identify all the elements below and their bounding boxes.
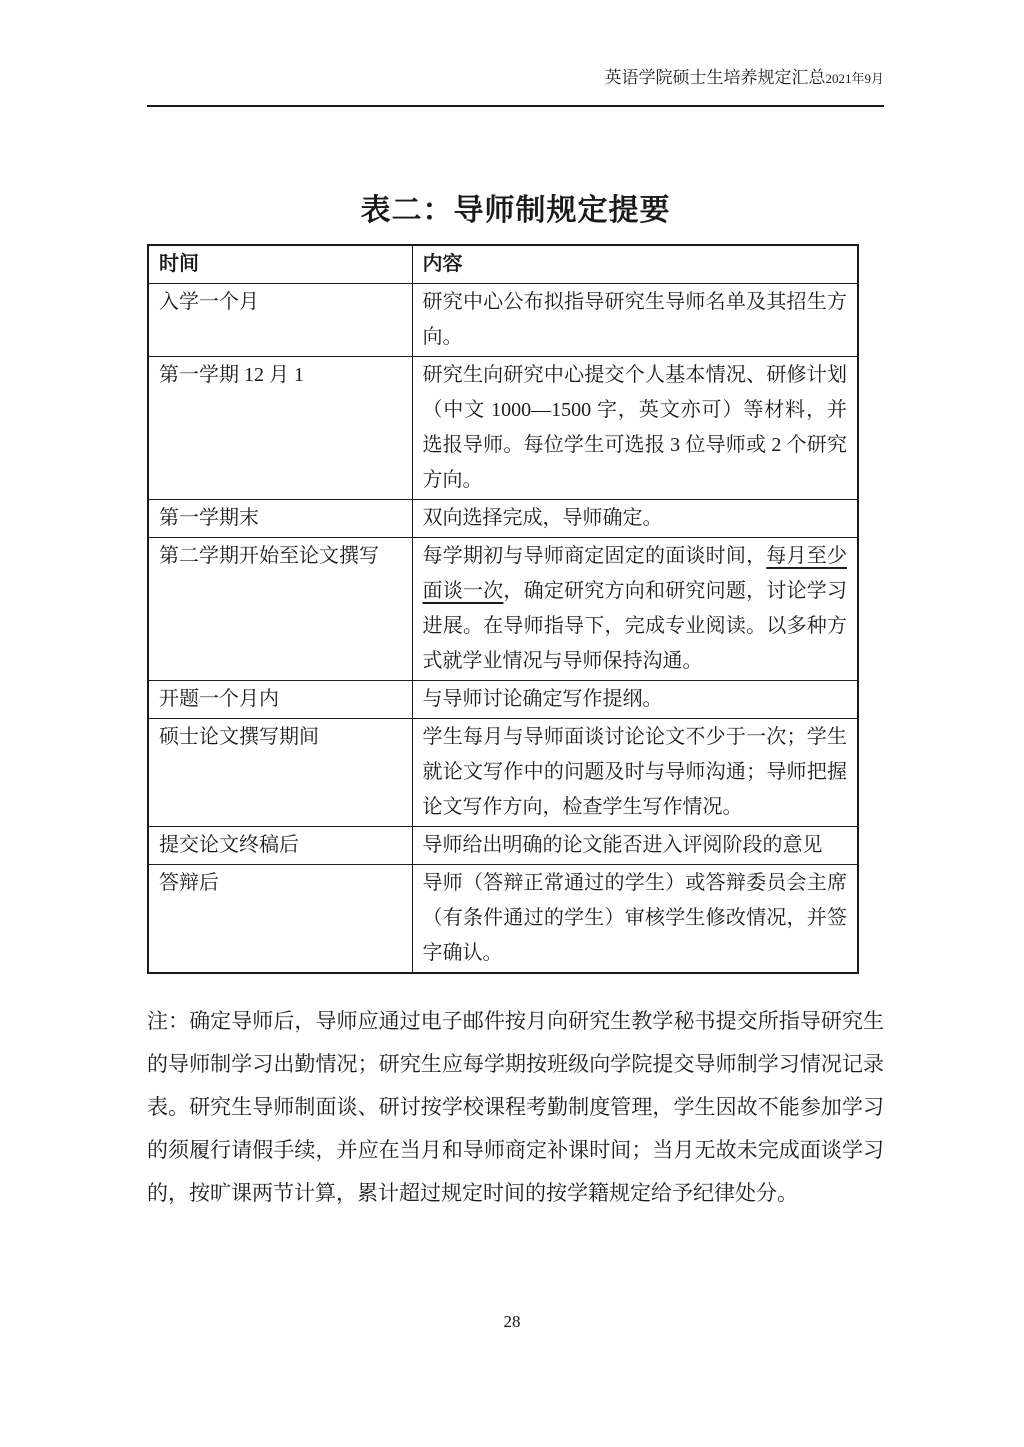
- content-cell: [412, 865, 858, 974]
- text-segment: ，确定研究方向和研究问题，讨论学习进展。在导师指导下，完成专业阅读。以多种方式就学业情况与导师保持沟通。: [422, 580, 848, 672]
- table-row: [148, 284, 858, 357]
- page-number: 28: [503, 1312, 521, 1331]
- content-cell: [412, 681, 858, 719]
- running-header: [147, 66, 884, 91]
- time-cell: 提交论文终稿后: [148, 827, 412, 865]
- table-row: [148, 681, 858, 719]
- text-segment: 学生每月与导师面谈讨论论文不少于一次；学生就论文写作中的问题及时与导师沟通；导师把握论文写作方向，检查学生写作情况。: [422, 726, 847, 818]
- document-content: [147, 0, 884, 1215]
- text-segment: 导师给出明确的论文能否进入评阅阶段的意见: [422, 834, 823, 856]
- text-segment: 与导师讨论确定写作提纲。: [422, 688, 663, 710]
- running-header-date: 2021年9月: [825, 71, 884, 86]
- content-cell: [412, 827, 858, 865]
- text-segment: 双向选择完成，导师确定。: [422, 507, 663, 529]
- note-paragraph: 注：确定导师后，导师应通过电子邮件按月向研究生教学秘书提交所指导研究生的导师制学习出勤情况；研究生应每学期按班级向学院提交导师制学习情况记录表。研究生导师制面谈、研讨按学校课程考勤制度管理，学生因故不能参加学习的须履行请假手续，并应在当月和导师商定补课时间；当月无故未完成面谈学习的，按旷课两节计算，累计超过规定时间的按学籍规定给予纪律处分。: [147, 1009, 884, 1205]
- text-segment: 导师（答辩正常通过的学生）或答辩委员会主席（有条件通过的学生）审核学生修改情况，并签字确认。: [422, 872, 847, 964]
- content-column-header: 内容: [412, 245, 858, 284]
- table-row: [148, 719, 858, 827]
- table-header-row: [148, 245, 858, 284]
- time-cell: 第一学期 12 月 1: [148, 357, 412, 500]
- text-segment: 研究中心公布拟指导研究生导师名单及其招生方向。: [422, 291, 847, 348]
- table-row: [148, 357, 858, 500]
- table-row: [148, 827, 858, 865]
- page-title: 表二：导师制规定提要: [360, 194, 671, 227]
- time-cell: 第二学期开始至论文撰写: [148, 538, 412, 681]
- underlined-text-segment: 每月至少面谈一次: [422, 545, 848, 602]
- time-cell: 硕士论文撰写期间: [148, 719, 412, 827]
- time-cell: 答辩后: [148, 865, 412, 974]
- table-body: [148, 284, 858, 974]
- time-cell: 入学一个月: [148, 284, 412, 357]
- content-cell: [412, 719, 858, 827]
- table-row: [148, 500, 858, 538]
- table-row: [148, 865, 858, 974]
- text-segment: 研究生向研究中心提交个人基本情况、研修计划（中文 1000—1500 字，英文亦可）等材料，并选报导师。每位学生可选报 3 位导师或 2 个研究方向。: [422, 364, 847, 491]
- content-cell: [412, 500, 858, 538]
- time-column-header: 时间: [148, 245, 412, 284]
- time-cell: 开题一个月内: [148, 681, 412, 719]
- header-divider-rule: [147, 105, 884, 107]
- table-row: [148, 538, 858, 681]
- content-cell: [412, 538, 858, 681]
- content-cell: [412, 284, 858, 357]
- content-cell: [412, 357, 858, 500]
- time-cell: 第一学期末: [148, 500, 412, 538]
- running-header-text: 英语学院硕士生培养规定汇总: [604, 68, 826, 87]
- tutor-regulations-table: [147, 244, 859, 974]
- text-segment: 每学期初与导师商定固定的面谈时间，: [422, 545, 767, 567]
